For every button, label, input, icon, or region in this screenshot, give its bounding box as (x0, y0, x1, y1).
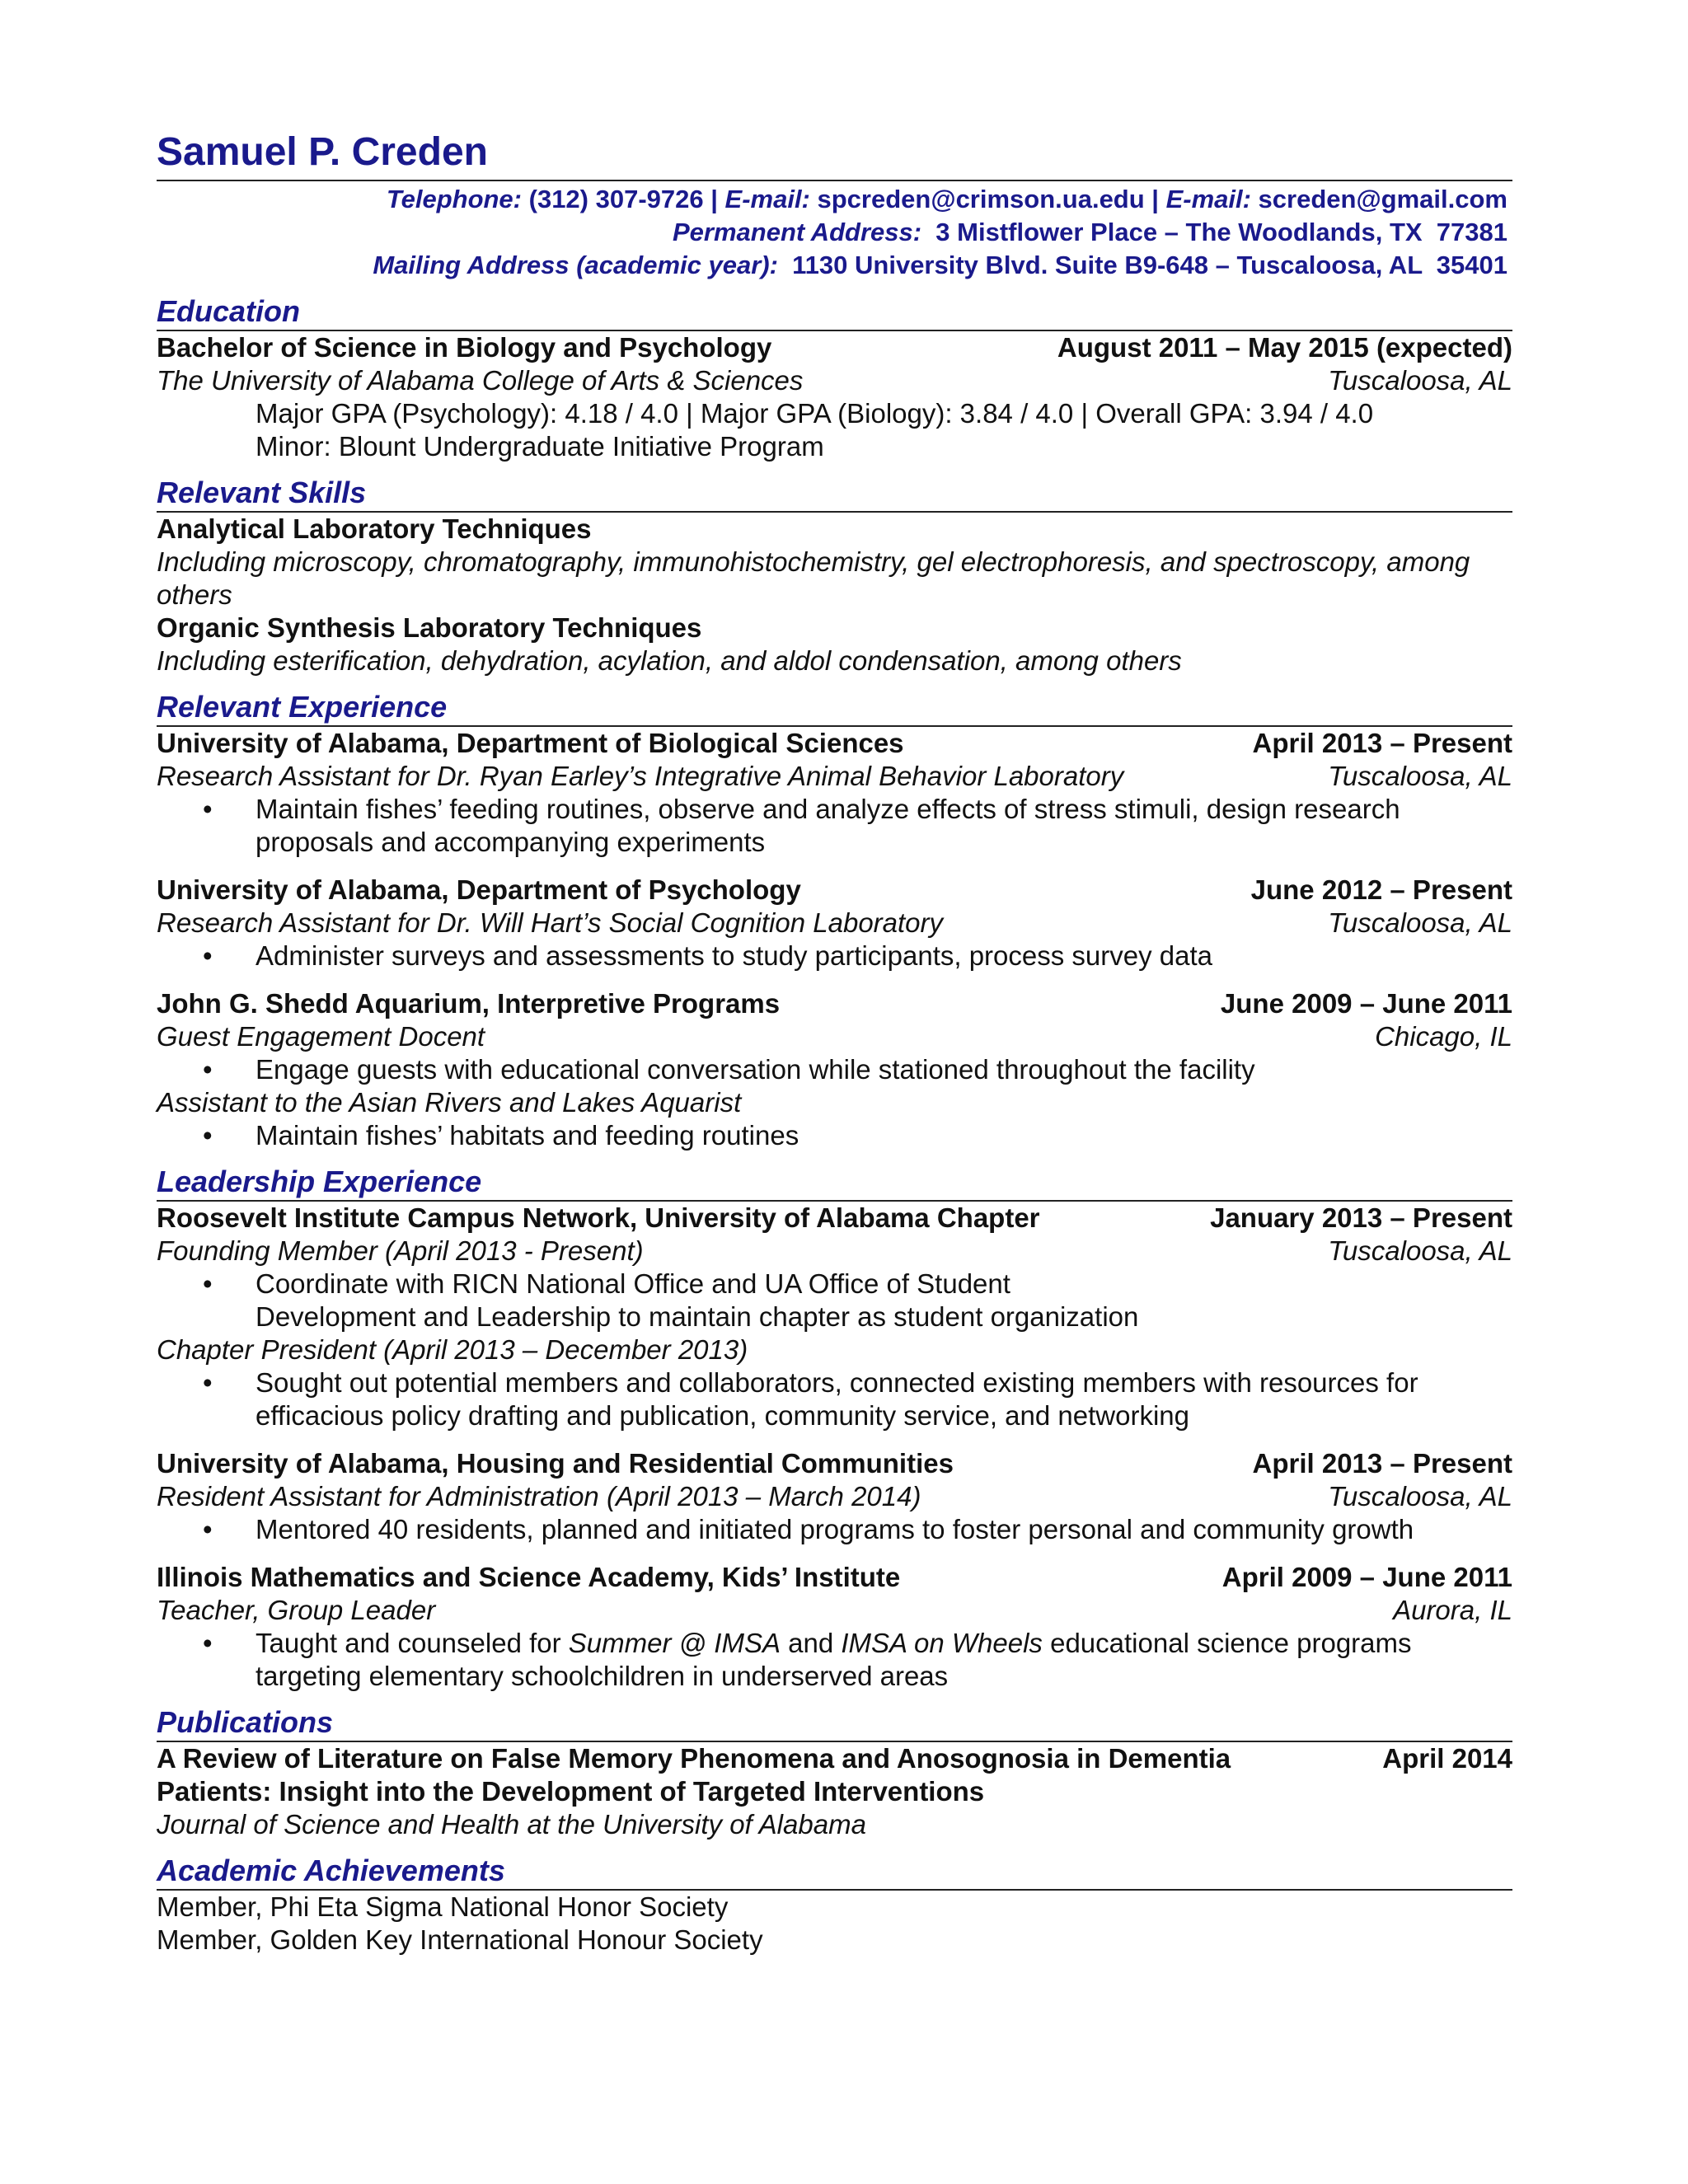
bullet-icon: • (203, 1268, 213, 1300)
bullet-text-part: and (780, 1628, 842, 1659)
leadership-3-dates: April 2009 – June 2011 (1221, 1562, 1512, 1593)
experience-3-role-2: Assistant to the Asian Rivers and Lakes Aquarist (157, 1087, 742, 1118)
section-title-experience: Relevant Experience (157, 689, 1512, 727)
experience-3-role: Guest Engagement Docent (157, 1021, 485, 1052)
list-item (157, 1119, 1512, 1152)
candidate-name: Samuel P. Creden (157, 132, 1512, 181)
leadership-1-bullets (157, 1268, 1512, 1333)
leadership-1-bullets-2 (157, 1366, 1512, 1432)
leadership-1-location: Tuscaloosa, AL (1328, 1235, 1512, 1267)
experience-3-dates: June 2009 – June 2011 (1220, 988, 1512, 1019)
leadership-2-role-row (157, 1480, 1512, 1513)
list-item (157, 1366, 1512, 1432)
leadership-3-header (157, 1561, 1512, 1594)
leadership-3-org: Illinois Mathematics and Science Academy, Kids’ Institute (157, 1562, 901, 1593)
bullet-icon: • (203, 940, 213, 972)
bullet-icon: • (203, 1628, 213, 1659)
email-value-2: screden@gmail.com (1250, 185, 1507, 214)
list-item (157, 1053, 1512, 1086)
permanent-address-value: 3 Mistflower Place – The Woodlands, TX 77381 (921, 218, 1507, 247)
leadership-1-role: Founding Member (April 2013 - Present) (157, 1235, 644, 1267)
publication-1-header (157, 1742, 1512, 1808)
section-title-achievements: Academic Achievements (157, 1853, 1512, 1891)
list-item (157, 1513, 1512, 1546)
bullet-icon: • (203, 1120, 213, 1151)
contact-line-permanent-address (157, 216, 1507, 249)
bullet-text: Engage guests with educational conversation while stationed throughout the facility (256, 1054, 1255, 1085)
experience-2-role: Research Assistant for Dr. Will Hart’s Social Cognition Laboratory (157, 907, 944, 939)
leadership-1-role-row (157, 1235, 1512, 1268)
bullet-text-line-2: Development and Leadership to maintain chapter as student organization (256, 1301, 1139, 1333)
experience-3-org: John G. Shedd Aquarium, Interpretive Programs (157, 988, 781, 1019)
bullet-text: Mentored 40 residents, planned and initiated programs to foster personal and community growth (256, 1514, 1414, 1545)
experience-2-bullets (157, 940, 1512, 972)
skill-desc-organic: Including esterification, dehydration, acylation, and aldol condensation, among others (157, 645, 1182, 677)
bullet-text: Administer surveys and assessments to study participants, process survey data (256, 940, 1213, 972)
experience-2-dates: June 2012 – Present (1250, 874, 1512, 906)
program-name-summer-imsa: Summer @ IMSA (568, 1628, 781, 1659)
degree: Bachelor of Science in Biology and Psychology (157, 332, 772, 363)
contact-block (157, 183, 1512, 282)
leadership-1-header (157, 1202, 1512, 1235)
education-school-row (157, 364, 1512, 397)
bullet-icon: • (203, 1514, 213, 1545)
gpa-line: Major GPA (Psychology): 4.18 / 4.0 | Major GPA (Biology): 3.84 / 4.0 | Overall GPA: 3.94 / 4.0 (256, 398, 1374, 429)
list-item (157, 1268, 1512, 1333)
permanent-address-label: Permanent Address: (673, 218, 922, 247)
bullet-text-part: educational science programs targeting elementary schoolchildren in underserved areas (256, 1628, 1412, 1692)
resume-content (157, 132, 1512, 1957)
skill-desc-analytical: Including microscopy, chromatography, immunohistochemistry, gel electrophoresis, and spectroscopy, among others (157, 546, 1470, 611)
bullet-text: Maintain fishes’ habitats and feeding routines (256, 1120, 799, 1151)
experience-1-bullets (157, 793, 1512, 859)
leadership-3-role: Teacher, Group Leader (157, 1595, 436, 1626)
program-name-imsa-on-wheels: IMSA on Wheels (841, 1628, 1043, 1659)
experience-1-role-row (157, 760, 1512, 793)
contact-line-mailing-address (157, 249, 1507, 282)
experience-2-location: Tuscaloosa, AL (1328, 907, 1512, 939)
bullet-icon: • (203, 1367, 213, 1399)
contact-line-phone-email (157, 183, 1507, 216)
education-degree-row (157, 331, 1512, 364)
bullet-text-part: Taught and counseled for (256, 1628, 569, 1659)
mailing-address-label: Mailing Address (academic year): (373, 251, 778, 280)
mailing-address-value: 1130 University Blvd. Suite B9-648 – Tuscaloosa, AL 35401 (777, 251, 1507, 280)
leadership-2-header (157, 1447, 1512, 1480)
experience-1-dates: April 2013 – Present (1252, 728, 1512, 759)
skill-title-analytical: Analytical Laboratory Techniques (157, 513, 592, 545)
bullet-text: Sought out potential members and collaborators, connected existing members with resources for efficacious policy drafting and publication, community service, and networking (256, 1367, 1418, 1432)
experience-2-header (157, 874, 1512, 907)
leadership-3-bullets (157, 1627, 1512, 1693)
bullet-text-line-1: Coordinate with RICN National Office and UA Office of Student (256, 1268, 1010, 1300)
section-title-education: Education (157, 293, 1512, 331)
experience-1-header (157, 727, 1512, 760)
experience-3-bullets (157, 1053, 1512, 1086)
skill-title-organic: Organic Synthesis Laboratory Techniques (157, 612, 702, 644)
experience-3-location: Chicago, IL (1375, 1021, 1512, 1052)
minor-line: Minor: Blount Undergraduate Initiative Program (256, 431, 824, 462)
list-item (157, 1627, 1512, 1693)
email-label-2: E-mail: (1165, 185, 1251, 214)
email-value-1: spcreden@crimson.ua.edu | (809, 185, 1166, 214)
section-title-publications: Publications (157, 1704, 1512, 1742)
experience-3-bullets-2 (157, 1119, 1512, 1152)
achievement-2: Member, Golden Key International Honour Society (157, 1924, 763, 1956)
achievement-1: Member, Phi Eta Sigma National Honor Society (157, 1891, 729, 1923)
email-label-1: E-mail: (724, 185, 810, 214)
leadership-2-location: Tuscaloosa, AL (1328, 1481, 1512, 1512)
publication-1-title: A Review of Literature on False Memory Phenomena and Anosognosia in Dementia Patients: Insight into the Development of Targeted Interventions (157, 1743, 1231, 1807)
experience-3-role-row (157, 1020, 1512, 1053)
section-title-leadership: Leadership Experience (157, 1164, 1512, 1202)
experience-3-header (157, 987, 1512, 1020)
leadership-1-role-2: Chapter President (April 2013 – December 2013) (157, 1334, 748, 1366)
list-item (157, 793, 1512, 859)
experience-2-role-row (157, 907, 1512, 940)
telephone-value: (312) 307-9726 | (522, 185, 725, 214)
leadership-3-role-row (157, 1594, 1512, 1627)
leadership-2-dates: April 2013 – Present (1252, 1448, 1512, 1479)
leadership-1-dates: January 2013 – Present (1210, 1202, 1512, 1234)
school-location: Tuscaloosa, AL (1328, 365, 1512, 396)
leadership-2-org: University of Alabama, Housing and Residential Communities (157, 1448, 954, 1479)
school: The University of Alabama College of Arts & Sciences (157, 365, 804, 396)
leadership-3-location: Aurora, IL (1393, 1595, 1512, 1626)
experience-2-org: University of Alabama, Department of Psychology (157, 874, 801, 906)
publication-1-date: April 2014 (1382, 1743, 1512, 1774)
leadership-2-role: Resident Assistant for Administration (April 2013 – March 2014) (157, 1481, 921, 1512)
experience-1-org: University of Alabama, Department of Biological Sciences (157, 728, 904, 759)
publication-1-journal: Journal of Science and Health at the University of Alabama (157, 1809, 866, 1840)
bullet-icon: • (203, 794, 213, 825)
telephone-label: Telephone: (386, 185, 523, 214)
bullet-text: Maintain fishes’ feeding routines, observe and analyze effects of stress stimuli, design research proposals and accompanying experiments (256, 794, 1400, 858)
experience-1-role: Research Assistant for Dr. Ryan Earley’s Integrative Animal Behavior Laboratory (157, 761, 1124, 792)
leadership-1-org: Roosevelt Institute Campus Network, University of Alabama Chapter (157, 1202, 1040, 1234)
list-item (157, 940, 1512, 972)
experience-1-location: Tuscaloosa, AL (1328, 761, 1512, 792)
degree-dates: August 2011 – May 2015 (expected) (1057, 332, 1512, 363)
section-title-skills: Relevant Skills (157, 475, 1512, 513)
leadership-2-bullets (157, 1513, 1512, 1546)
bullet-icon: • (203, 1054, 213, 1085)
